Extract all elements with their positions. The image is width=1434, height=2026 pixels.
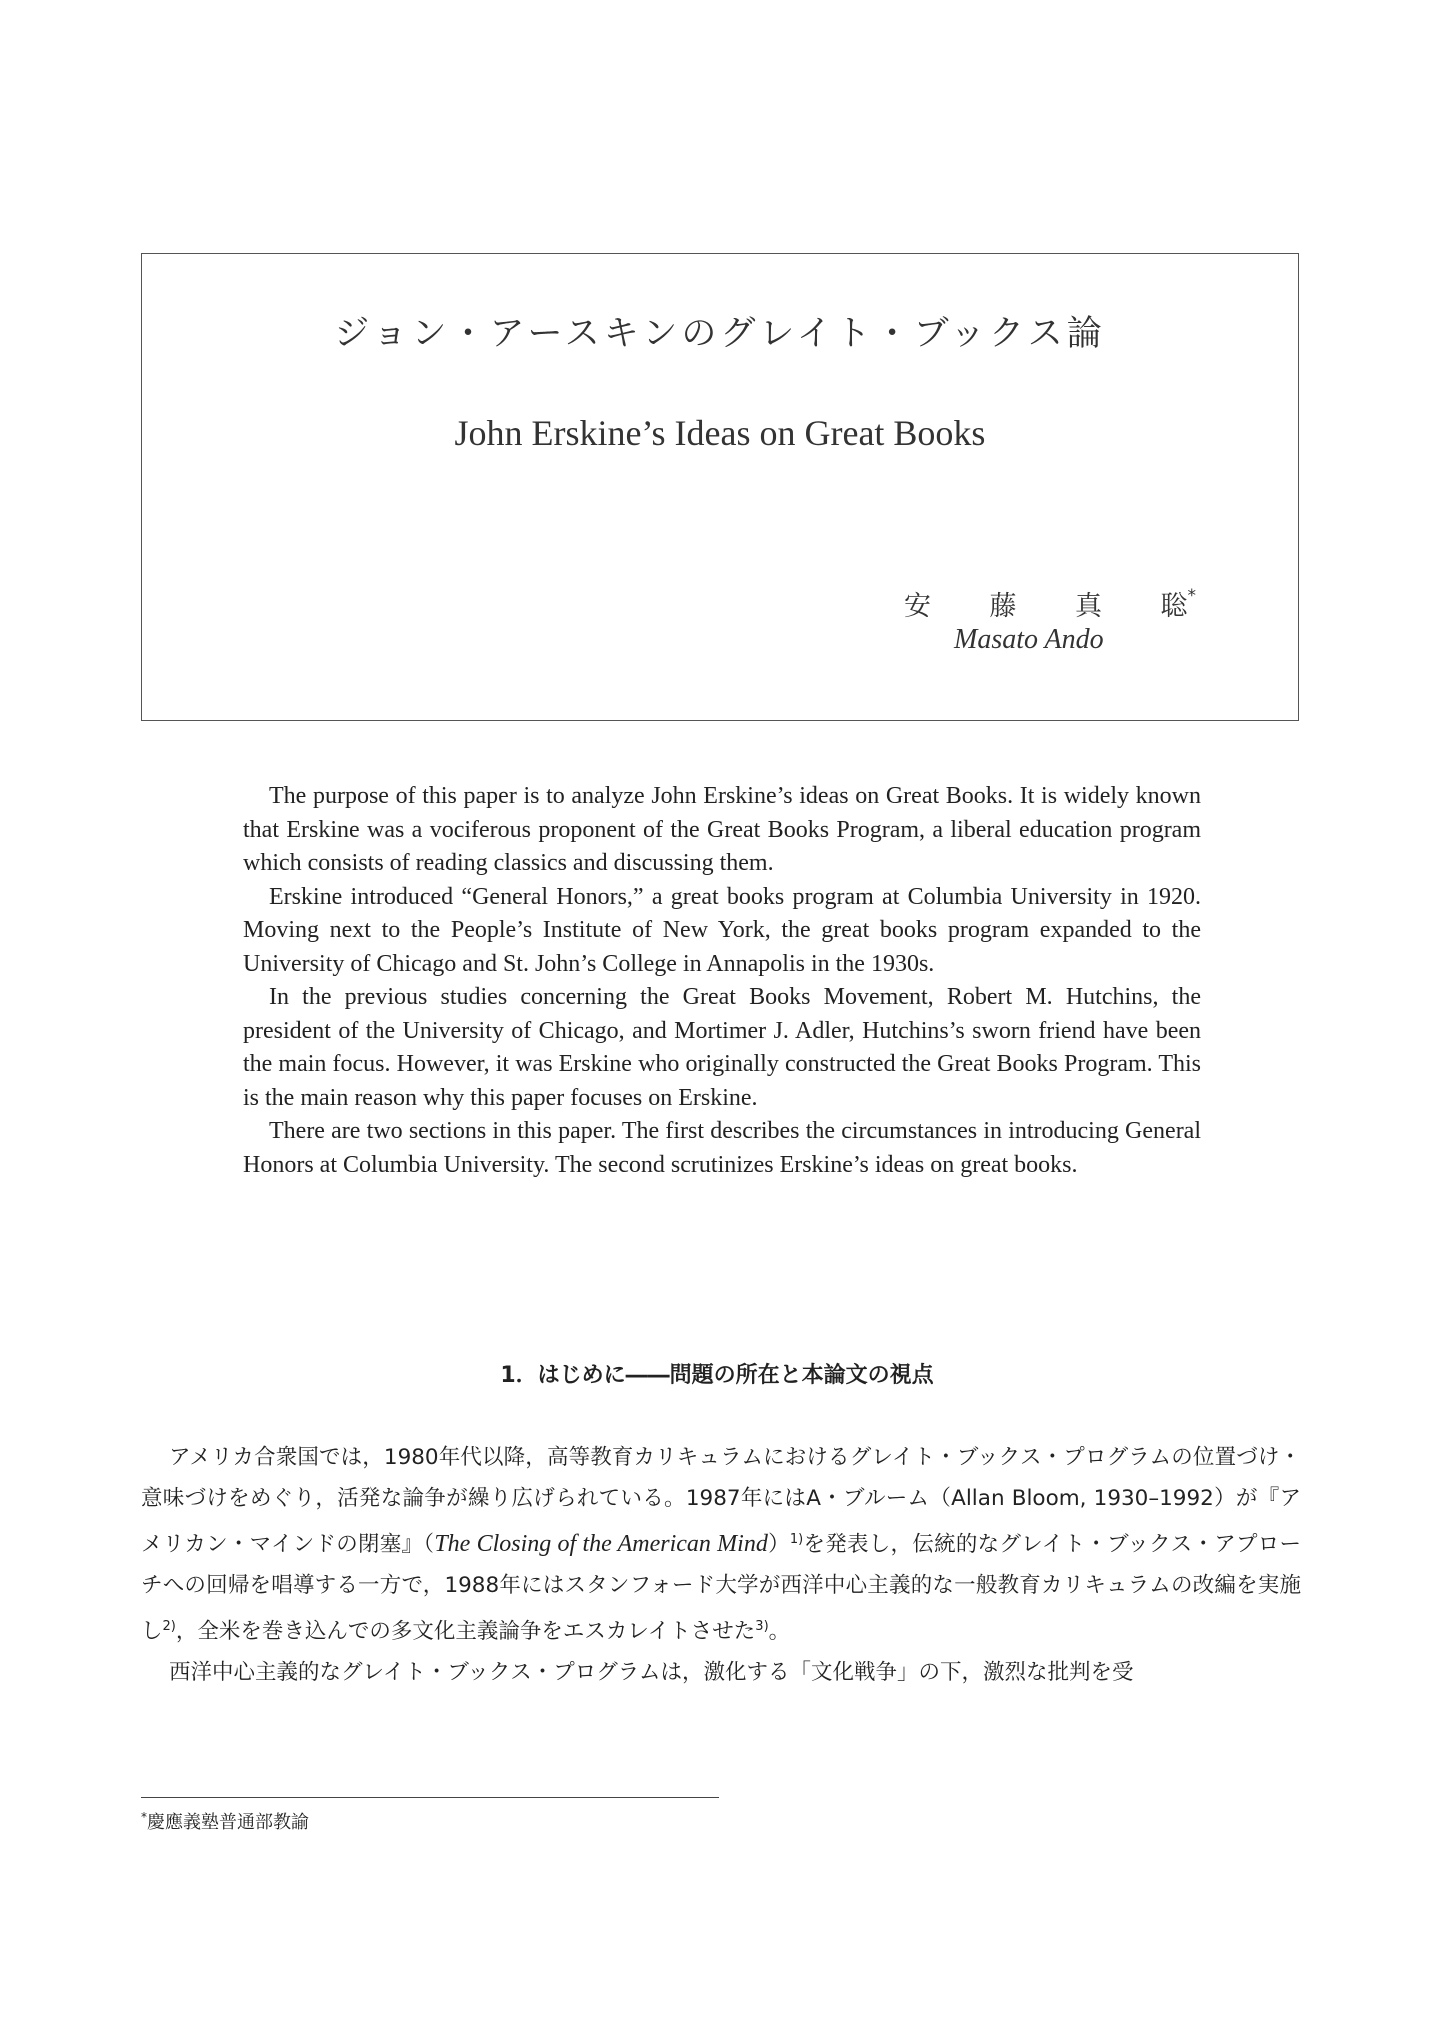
author-japanese-name — [904, 584, 1196, 623]
author-char-last: 聡* — [1160, 586, 1196, 622]
footnote — [141, 1808, 309, 1834]
author-char: 藤 — [989, 591, 1017, 622]
abstract-paragraph: In the previous studies concerning the Great Books Movement, Robert M. Hutchins, the president of the University of Chicago, and Mortimer J. Adler, Hutchins’s sworn friend have been the main focus. However, it was Erskine who originally constructed the Great Books Program. This is the main reason why this paper focuses on Erskine. — [243, 984, 1201, 1111]
author-english-name: Masato Ando — [954, 624, 1104, 655]
japanese-title: ジョン・アースキンのグレイト・ブックス論 — [334, 314, 1106, 354]
footnote-divider — [141, 1797, 719, 1798]
footnote-ref: 2) — [162, 1619, 176, 1635]
abstract-paragraph: The purpose of this paper is to analyze John Erskine’s ideas on Great Books. It is widely known that Erskine was a vociferous proponent of the Great Books Program, a liberal education program which consists of reading classics and discussing them. — [243, 783, 1201, 876]
body-paragraph-1: アメリカ合衆国では，1980年代以降，高等教育カリキュラムにおけるグレイト・ブックス・プログラムの位置づけ・意味づけをめぐり，活発な論争が繰り広げられている。1987年にはA・ブルーム（Allan Bloom, 1930–1992）が『アメリカン・マインドの閉塞』（The Closing of the American Mind）$^{1)}$を発表し，伝統的なグレイト・ブックス・アプローチへの回帰を唱導する一方で，1988年にはスタンフォード大学が西洋中心主義的な一般教育カリキュラムの改編を実施し$^{2)}$，全米を巻き込んでの多文化主義論争をエスカレイトさせた$^{3)}$。 — [141, 1445, 1301, 1645]
abstract — [243, 780, 1201, 1182]
body-paragraph-2: 西洋中心主義的なグレイト・ブックス・プログラムは，激化する「文化戦争」の下，激烈な批判を受 — [169, 1660, 1134, 1686]
footnote-text: 慶應義塾普通部教諭 — [147, 1812, 309, 1833]
abstract-paragraph: Erskine introduced “General Honors,” a great books program at Columbia University in 1920. Moving next to the People’s Institute of New York, the great books program expanded to the University of Chicago and St. John’s College in Annapolis in the 1930s. — [243, 883, 1201, 977]
author-char: 真 — [1075, 591, 1102, 622]
english-title: John Erskine’s Ideas on Great Books — [454, 413, 986, 453]
author-char: 安 — [904, 591, 931, 622]
body-text — [141, 1437, 1301, 1693]
footnote-mark: * — [141, 1810, 147, 1824]
author-footnote-mark: * — [1187, 586, 1196, 606]
section-heading: 1．はじめに――問題の所在と本論文の視点 — [500, 1363, 934, 1388]
footnote-ref: 1) — [789, 1532, 804, 1547]
title-box — [141, 253, 1299, 721]
book-title-italic: The Closing of the American Mind — [434, 1531, 768, 1558]
footnote-ref: 3) — [755, 1619, 769, 1635]
abstract-paragraph: There are two sections in this paper. The first describes the circumstances in introducing General Honors at Columbia University. The second scrutinizes Erskine’s ideas on great books. — [243, 1118, 1201, 1178]
